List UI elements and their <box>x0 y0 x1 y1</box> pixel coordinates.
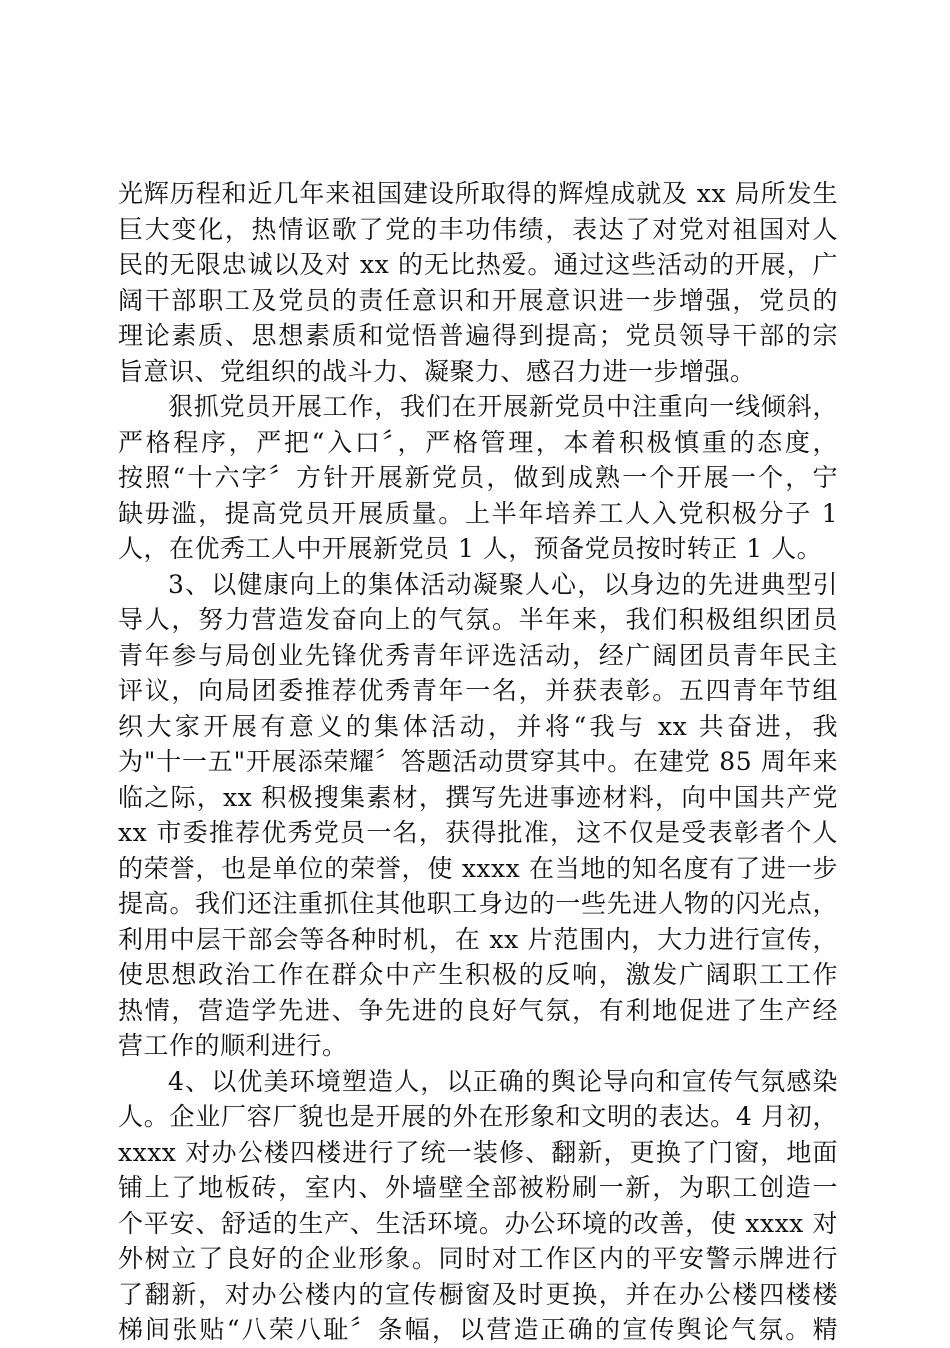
text-line: xxxx 对办公楼四楼进行了统一装修、翻新，更换了门窗，地面 <box>118 1137 838 1167</box>
text-line: 民的无限忠诚以及对 xx 的无比热爱。通过这些活动的开展，广 <box>118 250 838 279</box>
text-line: 织大家开展有意义的集体活动，并将“我与 xx 共奋进，我 <box>118 711 838 741</box>
text-line: 导人，努力营造发奋向上的气氛。半年来，我们积极组织团员 <box>118 605 838 634</box>
text-line: 提高。我们还注重抓住其他职工身边的一些先进人物的闪光点， <box>118 889 838 918</box>
text-line: 3、以健康向上的集体活动凝聚人心，以身边的先进典型引 <box>168 569 838 599</box>
text-line: 的荣誉，也是单位的荣誉，使 xxxx 在当地的知名度有了进一步 <box>118 853 838 883</box>
text-line: 了翻新，对办公楼内的宣传橱窗及时更换，并在办公楼四楼楼 <box>118 1279 838 1309</box>
text-line: 巨大变化，热情讴歌了党的丰功伟绩，表达了对党对祖国对人 <box>118 214 838 244</box>
text-line: 评议，向局团委推荐优秀青年一名，并获表彰。五四青年节组 <box>118 676 838 705</box>
text-line: 人，在优秀工人中开展新党员 1 人，预备党员按时转正 1 人。 <box>118 534 823 563</box>
text-line: 缺毋滥，提高党员开展质量。上半年培养工人入党积极分子 1 <box>118 498 838 528</box>
text-line: 梯间张贴“八荣八耻〞条幅，以营造正确的宣传舆论气氛。精 <box>118 1315 838 1344</box>
text-line: 热情，营造学先进、争先进的良好气氛，有利地促进了生产经 <box>118 995 838 1025</box>
text-line: 阔干部职工及党员的责任意识和开展意识进一步增强，党员的 <box>118 285 838 315</box>
text-line: 个平安、舒适的生产、生活环境。办公环境的改善，使 xxxx 对 <box>118 1208 838 1238</box>
text-line: 利用中层干部会等各种时机，在 xx 片范围内，大力进行宣传， <box>118 924 838 954</box>
text-line: 4、以优美环境塑造人，以正确的舆论导向和宣传气氛感染 <box>168 1066 838 1096</box>
text-line: 铺上了地板砖，室内、外墙壁全部被粉刷一新，为职工创造一 <box>118 1173 838 1202</box>
text-line: 青年参与局创业先锋优秀青年评选活动，经广阔团员青年民主 <box>118 640 838 670</box>
document-body <box>118 176 838 1348</box>
text-line: 人。企业厂容厂貌也是开展的外在形象和文明的表达。4 月初， <box>118 1102 838 1131</box>
text-line: xx 市委推荐优秀党员一名，获得批准，这不仅是受表彰者个人 <box>118 818 838 847</box>
text-line: 营工作的顺利进行。 <box>118 1031 348 1060</box>
text-line: 为"十一五"开展添荣耀〞答题活动贯穿其中。在建党 85 周年来 <box>118 747 838 776</box>
text-line: 狠抓党员开展工作，我们在开展新党员中注重向一线倾斜， <box>168 392 838 421</box>
text-line: 按照“十六字〞方针开展新党员，做到成熟一个开展一个，宁 <box>118 463 838 492</box>
text-line: 旨意识、党组织的战斗力、凝聚力、感召力进一步增强。 <box>118 356 756 386</box>
text-line: 理论素质、思想素质和觉悟普遍得到提高；党员领导干部的宗 <box>118 321 838 350</box>
text-line: 临之际，xx 积极搜集素材，撰写先进事迹材料，向中国共产党 <box>118 782 838 812</box>
text-line: 使思想政治工作在群众中产生积极的反响，激发广阔职工工作 <box>118 960 838 989</box>
text-line: 光辉历程和近几年来祖国建设所取得的辉煌成就及 xx 局所发生 <box>118 179 838 208</box>
text-line: 严格程序，严把“入口〞，严格管理，本着积极慎重的态度， <box>118 427 838 457</box>
text-line: 外树立了良好的企业形象。同时对工作区内的平安警示牌进行 <box>118 1244 838 1273</box>
